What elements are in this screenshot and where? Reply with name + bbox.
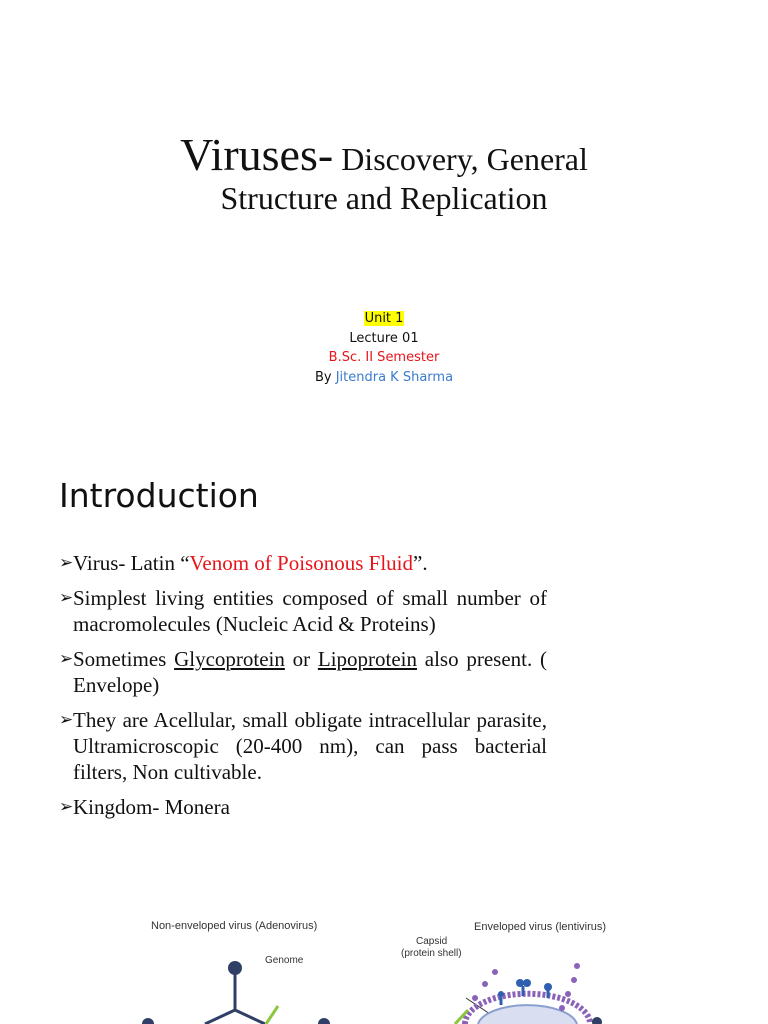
semester-label: B.Sc. II Semester xyxy=(328,350,440,365)
section-heading: Introduction xyxy=(59,476,259,515)
list-item xyxy=(59,550,547,576)
introduction-slide xyxy=(0,440,768,1024)
highlight-text: Venom of Poisonous Fluid xyxy=(189,551,413,575)
title-rest: Discovery, General xyxy=(333,141,588,177)
arrow-bullet-icon: ➢ xyxy=(59,797,74,816)
bullet-text: Sometimes xyxy=(73,647,175,671)
by-label: By xyxy=(314,369,336,385)
list-item xyxy=(59,585,547,637)
virus-illustration xyxy=(0,910,768,1024)
bullet-text: Kingdom- Monera xyxy=(73,795,230,819)
title-slide xyxy=(0,0,768,440)
bullet-text: Simplest living entities composed of small number of macromolecules (Nucleic Acid & Proteins) xyxy=(73,586,547,636)
lecture-meta xyxy=(0,309,768,387)
bullet-text: ”. xyxy=(413,551,428,575)
genome-label: Genome xyxy=(265,955,304,966)
bullet-text: also present. ( Envelope) xyxy=(73,647,547,697)
capsid-label: Capsid xyxy=(416,936,448,947)
author-line xyxy=(0,368,768,388)
list-item xyxy=(59,646,547,698)
list-item xyxy=(59,794,547,820)
underlined-term: Lipoprotein xyxy=(317,647,418,671)
lecture-label: Lecture 01 xyxy=(349,330,419,346)
lentivirus-icon xyxy=(455,963,602,1024)
capsid-sublabel: (protein shell) xyxy=(401,948,462,959)
left-figure-caption: Non-enveloped virus (Adenovirus) xyxy=(151,920,318,932)
adenovirus-icon xyxy=(142,961,330,1024)
underlined-term: Glycoprotein xyxy=(174,647,285,671)
arrow-bullet-icon: ➢ xyxy=(59,710,74,729)
bullet-text: They are Acellular, small obligate intracellular parasite, Ultramicroscopic (20-400 nm), can pass bacterial filters, Non cultivable. xyxy=(73,708,547,784)
slide-title-line2: Structure and Replication xyxy=(220,180,548,216)
arrow-bullet-icon: ➢ xyxy=(59,649,74,668)
title-main: Viruses- xyxy=(180,129,334,180)
slide-title xyxy=(0,128,768,181)
arrow-bullet-icon: ➢ xyxy=(59,553,74,572)
right-figure-caption: Enveloped virus (lentivirus) xyxy=(474,921,607,933)
bullet-text: or xyxy=(284,647,318,671)
virus-diagram xyxy=(0,910,768,1024)
arrow-bullet-icon: ➢ xyxy=(59,588,74,607)
author-name: Jitendra K Sharma xyxy=(335,369,454,385)
bullet-list xyxy=(59,550,547,829)
bullet-text: Virus- Latin “ xyxy=(73,551,190,575)
unit-label: Unit 1 xyxy=(364,311,404,326)
list-item xyxy=(59,707,547,785)
